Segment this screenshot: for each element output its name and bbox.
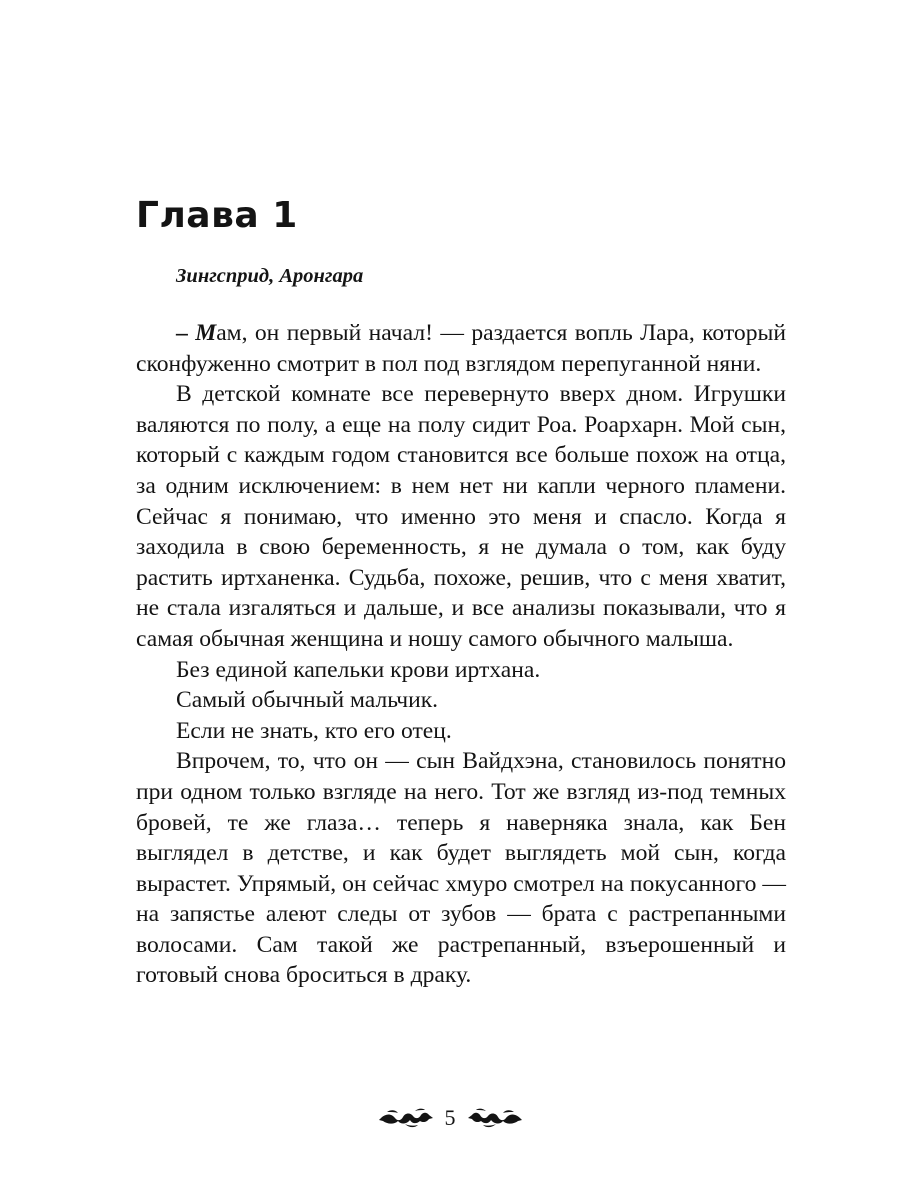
chapter-location: Зингсприд, Аронгара [176, 265, 364, 287]
chapter-title: Глава 1 [136, 195, 298, 236]
paragraph: В детской комнате все перевернуто вверх дном. Игрушки валяются по полу, а еще на полу сидит Роа. Роархарн. Мой сын, который с каждым годом становится все больше похож на отца, за одним исключением: в нем нет ни капли черного пламени. Сейчас я понимаю, что именно это меня и спасло. Когда я заходила в свою беременность, я не думала о том, как буду растить иртханенка. Судьба, похоже, решив, что с меня хватит, не стала изгаляться и дальше, и все анализы показывали, что я самая обычная женщина и ношу самого обычного малыша. [136, 381, 786, 652]
dialogue-dash: – [176, 320, 196, 346]
flourish-ornament-left-icon [377, 1107, 435, 1129]
paragraph: Если не знать, кто его отец. [176, 717, 452, 744]
paragraph: Впрочем, то, что он — сын Вайдхэна, становилось понятно при одном только взгляде на него. Тот же взгляд из-под темных бровей, те же глаза… теперь я наверняка знала, как Бен выглядел в детстве, и как будет выглядеть мой сын, когда вырастет. Упрямый, он сейчас хмуро смотрел на покусанного — на запястье алеют следы от зубов — брата с растрепанными волосами. Сам такой же растрепанный, взъерошенный и готовый снова броситься в драку. [136, 748, 786, 989]
paragraph-text: ам, он первый начал! — раздается вопль Лара, который сконфуженно смотрит в пол под взглядом перепуганной няни. [136, 320, 786, 377]
first-letter: М [195, 320, 217, 346]
page-number: 5 [444, 1105, 456, 1130]
flourish-ornament-right-icon [466, 1107, 524, 1129]
paragraph [136, 318, 786, 379]
paragraph: Без единой капельки крови иртхана. [176, 656, 541, 683]
paragraph: Самый обычный мальчик. [176, 687, 439, 714]
page-footer [0, 1100, 900, 1136]
chapter-text [136, 318, 786, 991]
